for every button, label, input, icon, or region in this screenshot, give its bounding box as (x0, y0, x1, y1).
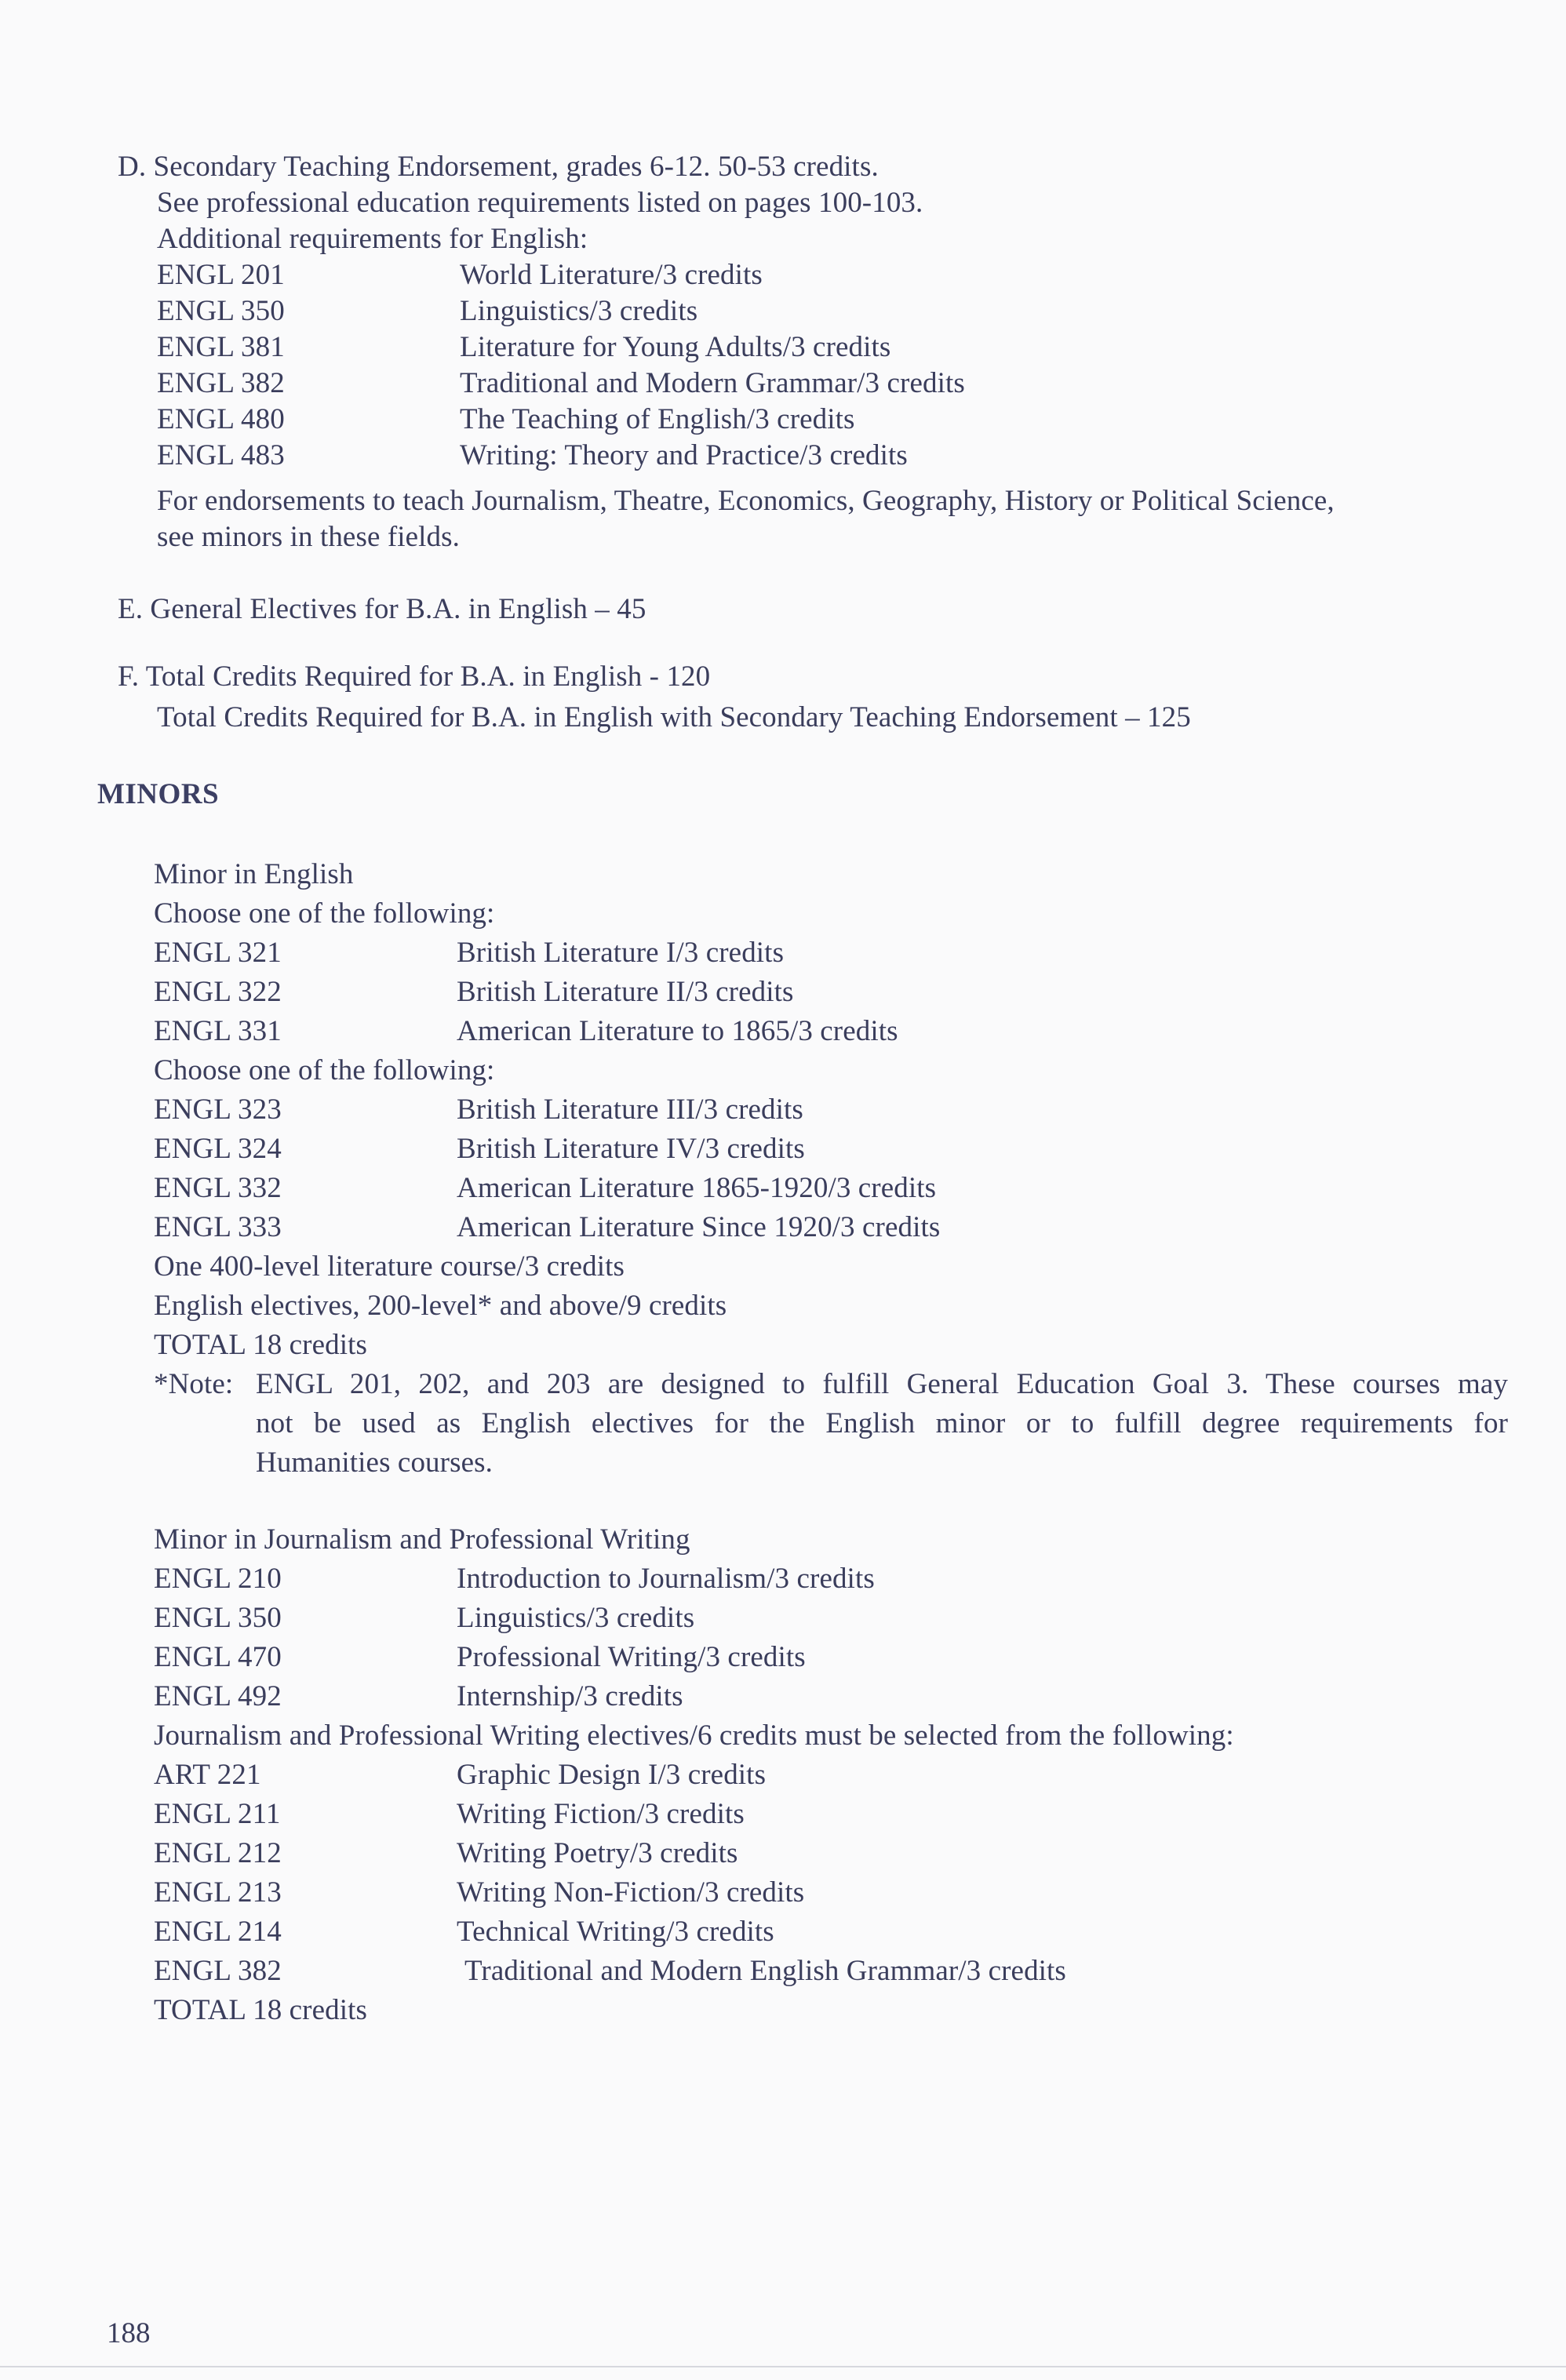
section-d-endorsements-line1: For endorsements to teach Journalism, Theatre, Economics, Geography, History or Political Science, (157, 485, 1335, 517)
course-code: ENGL 381 (157, 331, 285, 363)
course-code: ENGL 382 (154, 1955, 282, 1987)
course-title: Traditional and Modern Grammar/3 credits (460, 367, 965, 399)
course-title: Graphic Design I/3 credits (457, 1759, 767, 1791)
course-code: ENGL 321 (154, 937, 282, 969)
note-line3: Humanities courses. (256, 1447, 493, 1479)
minor-english-choose2: Choose one of the following: (154, 1054, 495, 1086)
course-title: Introduction to Journalism/3 credits (457, 1563, 875, 1595)
course-title: Linguistics/3 credits (457, 1602, 695, 1634)
section-d-title: D. Secondary Teaching Endorsement, grades 6-12. 50-53 credits. (118, 151, 879, 183)
course-title: Writing Poetry/3 credits (457, 1837, 738, 1869)
course-title: Traditional and Modern English Grammar/3 credits (464, 1955, 1066, 1987)
course-title: American Literature to 1865/3 credits (457, 1015, 898, 1047)
course-code: ENGL 201 (157, 259, 285, 291)
course-title: Writing Non-Fiction/3 credits (457, 1876, 805, 1909)
course-code: ENGL 332 (154, 1172, 282, 1204)
course-code: ENGL 480 (157, 403, 285, 435)
journalism-electives-intro: Journalism and Professional Writing electives/6 credits must be selected from the following: (154, 1719, 1234, 1752)
course-title: British Literature II/3 credits (457, 976, 794, 1008)
course-code: ENGL 333 (154, 1211, 282, 1243)
section-d-see: See professional education requirements listed on pages 100-103. (157, 187, 923, 219)
minor-journalism-title: Minor in Journalism and Professional Writing (154, 1523, 690, 1556)
note-line1: ENGL 201, 202, and 203 are designed to fulfill General Education Goal 3. These courses may (256, 1368, 1508, 1400)
course-title: Linguistics/3 credits (460, 295, 698, 327)
course-code: ENGL 212 (154, 1837, 282, 1869)
minor-journalism-total: TOTAL 18 credits (154, 1994, 367, 2026)
course-code: ENGL 483 (157, 439, 285, 471)
footer-rule (0, 2366, 1566, 2367)
course-title: The Teaching of English/3 credits (460, 403, 855, 435)
course-title: British Literature III/3 credits (457, 1094, 803, 1126)
section-f-line2: Total Credits Required for B.A. in English with Secondary Teaching Endorsement – 125 (157, 701, 1191, 733)
course-title: Technical Writing/3 credits (457, 1916, 774, 1948)
page-number: 188 (107, 2317, 151, 2349)
course-title: American Literature Since 1920/3 credits (457, 1211, 941, 1243)
course-title: Literature for Young Adults/3 credits (460, 331, 891, 363)
course-code: ENGL 322 (154, 976, 282, 1008)
course-code: ENGL 214 (154, 1916, 282, 1948)
minor-english-title: Minor in English (154, 858, 354, 890)
minor-english-choose1: Choose one of the following: (154, 897, 495, 930)
section-f-line1: F. Total Credits Required for B.A. in English - 120 (118, 661, 711, 693)
course-code: ENGL 210 (154, 1563, 282, 1595)
section-e: E. General Electives for B.A. in English – 45 (118, 593, 646, 625)
course-title: American Literature 1865-1920/3 credits (457, 1172, 937, 1204)
course-title: Internship/3 credits (457, 1680, 683, 1712)
course-code: ENGL 324 (154, 1133, 282, 1165)
course-code: ENGL 350 (157, 295, 285, 327)
note-label: *Note: (154, 1368, 234, 1400)
course-code: ENGL 323 (154, 1094, 282, 1126)
course-code: ENGL 350 (154, 1602, 282, 1634)
course-title: Writing Fiction/3 credits (457, 1798, 745, 1830)
section-d-additional: Additional requirements for English: (157, 223, 588, 255)
minor-english-total: TOTAL 18 credits (154, 1329, 367, 1361)
course-code: ART 221 (154, 1759, 261, 1791)
course-title: British Literature IV/3 credits (457, 1133, 805, 1165)
course-code: ENGL 382 (157, 367, 285, 399)
course-title: Professional Writing/3 credits (457, 1641, 806, 1673)
course-title: Writing: Theory and Practice/3 credits (460, 439, 908, 471)
note-line2: not be used as English electives for the English minor or to fulfill degree requirements for (256, 1407, 1508, 1439)
course-title: World Literature/3 credits (460, 259, 763, 291)
course-title: British Literature I/3 credits (457, 937, 785, 969)
minors-heading: MINORS (97, 778, 220, 810)
section-d-endorsements-line2: see minors in these fields. (157, 521, 460, 553)
minor-english-lit400: One 400-level literature course/3 credits (154, 1250, 625, 1283)
course-code: ENGL 470 (154, 1641, 282, 1673)
course-code: ENGL 211 (154, 1798, 281, 1830)
course-code: ENGL 213 (154, 1876, 282, 1909)
course-code: ENGL 492 (154, 1680, 282, 1712)
course-code: ENGL 331 (154, 1015, 282, 1047)
minor-english-electives: English electives, 200-level* and above/9 credits (154, 1290, 727, 1322)
